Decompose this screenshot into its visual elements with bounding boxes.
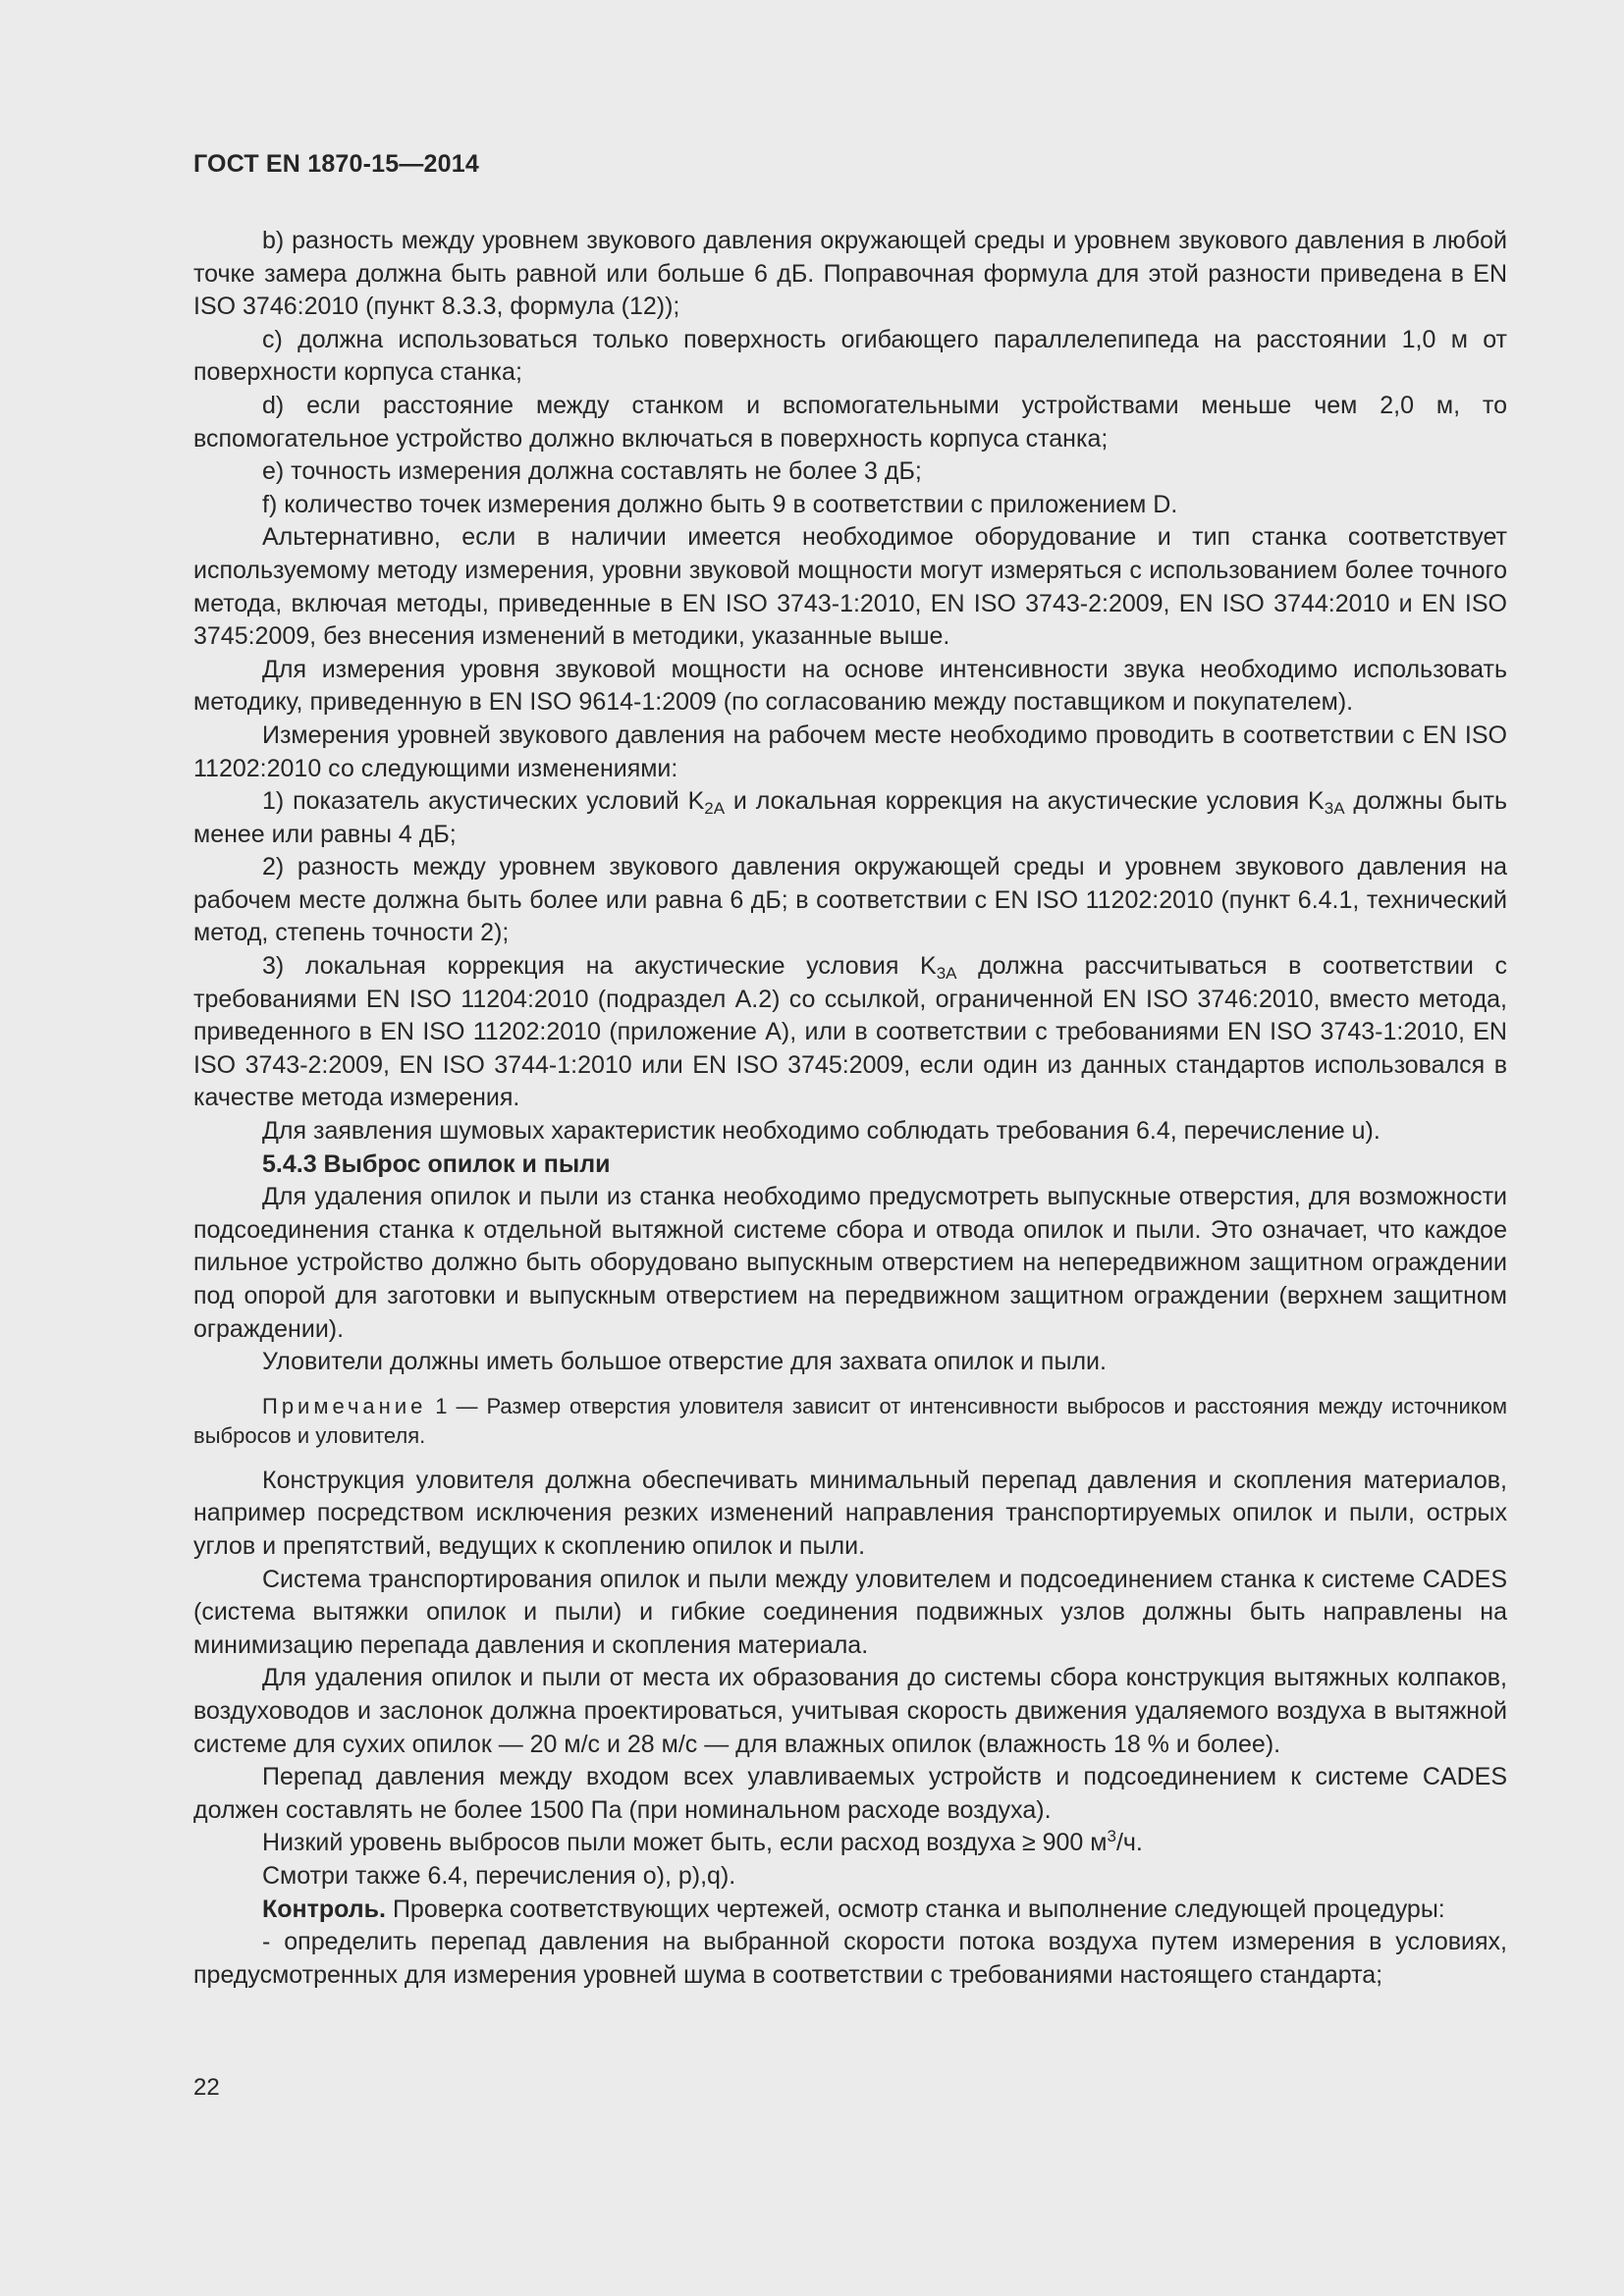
paragraph-hoods: Для удаления опилок и пыли от места их образования до системы сбора конструкция вытяжных колпаков, воздуховодов и заслонок должна проектироваться, учитывая скорость движения удаляемого воздуха в вытяжной системе для сухих опилок — 20 м/с и 28 м/с — для влажных опилок (влажность 18 % и более). <box>193 1664 1507 1758</box>
note <box>193 1392 1507 1451</box>
document-body <box>193 225 1507 1992</box>
list-item-b: b) разность между уровнем звукового давления окружающей среды и уровнем звукового давления в любой точке замера должна быть равной или больше 6 дБ. Поправочная формула для этой разности приведена в EN ISO 3746:2010 (пункт 8.3.3, формула (12)); <box>193 227 1507 321</box>
low-dust-text-a: Низкий уровень выбросов пыли может быть, если расход воздуха ≥ 900 м <box>262 1829 1108 1857</box>
list-item-e: e) точность измерения должна составлять не более 3 дБ; <box>262 457 922 486</box>
item1-text-a: 1) показатель акустических условий K <box>262 787 705 816</box>
item1-text-c: должны быть менее или равны 4 дБ; <box>193 787 1508 848</box>
paragraph-removal: Для удаления опилок и пыли из станка необходимо предусмотреть выпускные отверстия, для возможности подсоединения станка к отдельной вытяжной системе сбора и отвода опилок и пыли. Это означает, что каждое пильное устройство должно быть оборудовано выпускным отверстием на непередвижном защитном ограждении под опорой для заготовки и выпускным отверстием на передвижном защитном ограждении (верхнем защитном ограждении). <box>193 1183 1507 1343</box>
paragraph-workplace: Измерения уровней звукового давления на рабочем месте необходимо проводить в соответствии с EN ISO 11202:2010 со следующими изменениями: <box>193 721 1507 782</box>
paragraph-design: Конструкция уловителя должна обеспечивать минимальный перепад давления и скопления материалов, например посредством исключения резких изменений направления транспортируемых опилок и пыли, острых углов и препятствий, ведущих к скоплению опилок и пыли. <box>193 1466 1507 1560</box>
item1-subscript-1: 2A <box>704 799 726 819</box>
item3-text-b: должна рассчитываться в соответствии с требованиями EN ISO 11204:2010 (подраздел A.2) со ссылкой, ограниченной EN ISO 3746:2010, вместо метода, приведенного в EN ISO 11202:2010 (приложение A), или в соответствии с требованиями EN ISO 3743-1:2010, EN ISO 3743-2:2009, EN ISO 3744-1:2010 или EN ISO 3745:2009, если один из данных стандартов использовался в качестве метода измерения. <box>193 952 1507 1112</box>
paragraph-alternative: Альтернативно, если в наличии имеется необходимое оборудование и тип станка соответствует используемому методу измерения, уровни звуковой мощности могут измеряться с использованием более точного метода, включая методы, приведенные в EN ISO 3743-1:2010, EN ISO 3743-2:2009, EN ISO 3744:2010 и EN ISO 3745:2009, без внесения изменений в методики, указанные выше. <box>193 523 1507 651</box>
control-label: Контроль. <box>262 1895 386 1923</box>
numbered-item-2: 2) разность между уровнем звукового давления окружающей среды и уровнем звукового давления на рабочем месте должна быть более или равна 6 дБ; в соответствии с EN ISO 11202:2010 (пункт 6.4.1, технический метод, степень точности 2); <box>193 853 1507 947</box>
list-item-f: f) количество точек измерения должно быть 9 в соответствии с приложением D. <box>262 490 1178 518</box>
document-header: ГОСТ EN 1870-15—2014 <box>193 150 479 178</box>
paragraph-declaration: Для заявления шумовых характеристик необходимо соблюдать требования 6.4, перечисление u). <box>262 1117 1380 1146</box>
paragraph-determine: - определить перепад давления на выбранной скорости потока воздуха путем измерения в условиях, предусмотренных для измерения уровней шума в соответствии с требованиями настоящего стандарта; <box>193 1928 1507 1989</box>
list-item-c: c) должна использоваться только поверхность огибающего параллелепипеда на расстоянии 1,0 м от поверхности корпуса станка; <box>193 325 1507 387</box>
paragraph-intensity: Для измерения уровня звуковой мощности на основе интенсивности звука необходимо использовать методику, приведенную в EN ISO 9614-1:2009 (по согласованию между поставщиком и покупателем). <box>193 655 1507 717</box>
note-label: Примечание <box>262 1393 427 1418</box>
paragraph-pressure-drop: Перепад давления между входом всех улавливаемых устройств и подсоединением к системе CADES должен составлять не более 1500 Па (при номинальном расходе воздуха). <box>193 1763 1507 1824</box>
note-text: 1 — Размер отверстия уловителя зависит от интенсивности выбросов и расстояния между источником выбросов и уловителя. <box>193 1393 1507 1448</box>
item1-text-b: и локальная коррекция на акустические условия K <box>725 787 1325 816</box>
page-number: 22 <box>193 2074 220 2101</box>
numbered-item-1 <box>193 785 1507 851</box>
low-dust-text-b: /ч. <box>1115 1829 1143 1857</box>
paragraph-catchers: Уловители должны иметь большое отверстие для захвата опилок и пыли. <box>262 1348 1107 1376</box>
numbered-item-3 <box>193 950 1507 1115</box>
paragraph-control <box>193 1894 1507 1927</box>
item3-subscript: 3A <box>936 964 957 984</box>
list-item-d: d) если расстояние между станком и вспомогательными устройствами меньше чем 2,0 м, то вспомогательное устройство должно включаться в поверхность корпуса станка; <box>193 391 1507 453</box>
low-dust-superscript: 3 <box>1107 1827 1116 1846</box>
paragraph-see-also: Смотри также 6.4, перечисления o), p),q). <box>262 1861 736 1890</box>
control-text: Проверка соответствующих чертежей, осмотр станка и выполнение следующей процедуры: <box>386 1895 1445 1923</box>
item1-subscript-2: 3A <box>1324 799 1345 819</box>
paragraph-transport: Система транспортирования опилок и пыли между уловителем и подсоединением станка к системе CADES (система вытяжки опилок и пыли) и гибкие соединения подвижных узлов должны быть направлены на минимизацию перепада давления и скопления материала. <box>193 1565 1507 1659</box>
item3-text-a: 3) локальная коррекция на акустические условия K <box>262 952 937 981</box>
paragraph-low-dust <box>193 1827 1507 1860</box>
section-heading: 5.4.3 Выброс опилок и пыли <box>262 1149 611 1178</box>
